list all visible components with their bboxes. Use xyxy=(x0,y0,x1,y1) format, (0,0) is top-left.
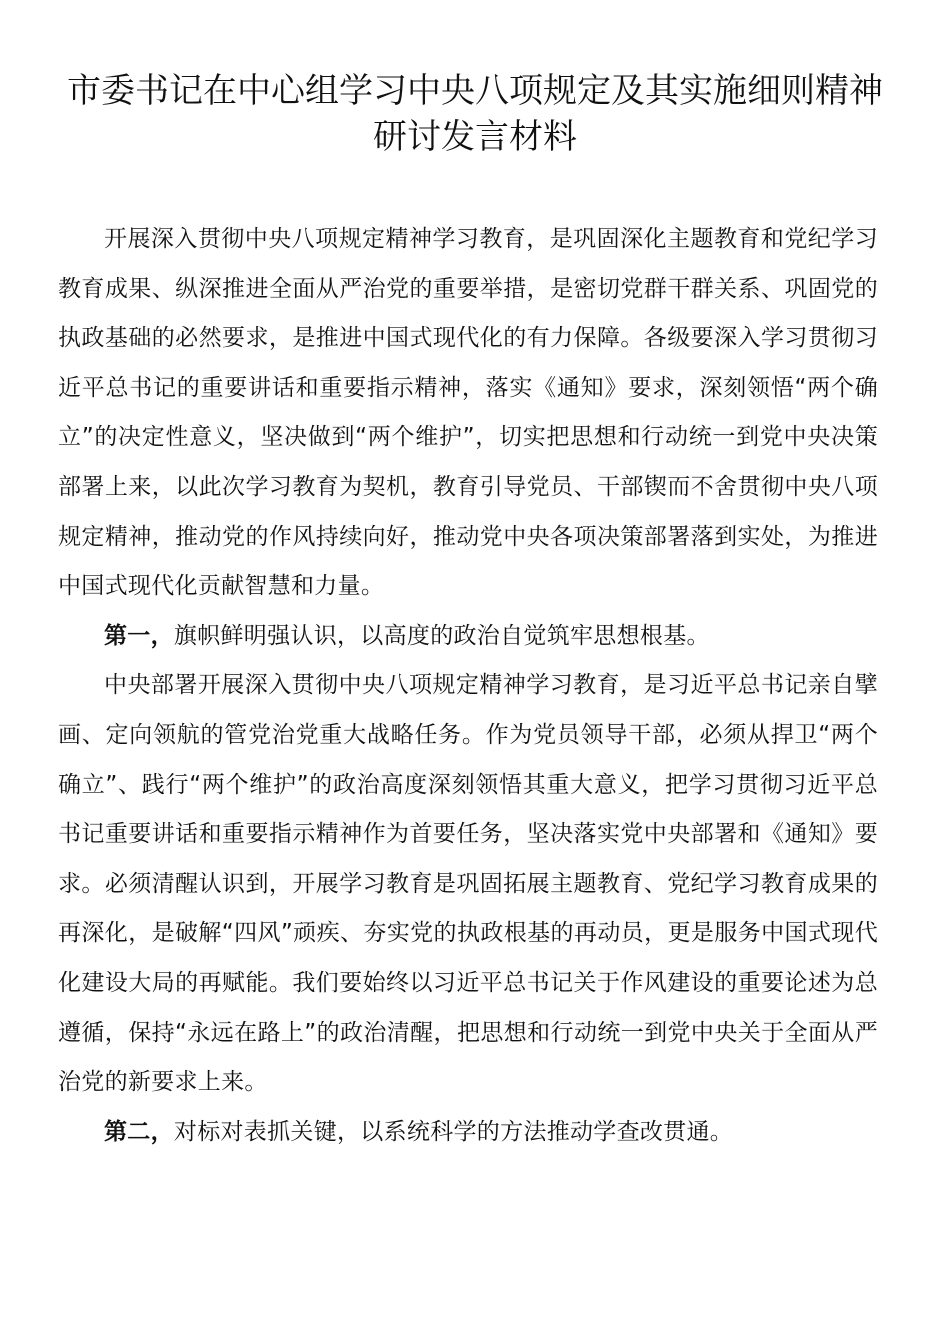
section-heading-1-lead: 第一， xyxy=(104,622,174,649)
section-heading-2-text: 对标对表抓关键，以系统科学的方法推动学查改贯通。 xyxy=(173,1118,734,1145)
document-body xyxy=(58,215,878,1157)
section-heading-1-text: 旗帜鲜明强认识，以高度的政治自觉筑牢思想根基。 xyxy=(173,622,710,649)
section-1-paragraph: 中央部署开展深入贯彻中央八项规定精神学习教育，是习近平总书记亲自擘画、定向领航的管党治党重大战略任务。作为党员领导干部，必须从捍卫“两个确立”、践行“两个维护”的政治高度深刻领悟其重大意义，把学习贯彻习近平总书记重要讲话和重要指示精神作为首要任务，坚决落实党中央部署和《通知》要求。必须清醒认识到，开展学习教育是巩固拓展主题教育、党纪学习教育成果的再深化，是破解“四风”顽疾、夯实党的执政根基的再动员，更是服务中国式现代化建设大局的再赋能。我们要始终以习近平总书记关于作风建设的重要论述为总遵循，保持“永远在路上”的政治清醒，把思想和行动统一到党中央关于全面从严治党的新要求上来。 xyxy=(58,672,878,1096)
intro-paragraph: 开展深入贯彻中央八项规定精神学习教育，是巩固深化主题教育和党纪学习教育成果、纵深推进全面从严治党的重要举措，是密切党群干群关系、巩固党的执政基础的必然要求，是推进中国式现代化的有力保障。各级要深入学习贯彻习近平总书记的重要讲话和重要指示精神，落实《通知》要求，深刻领悟“两个确立”的决定性意义，坚决做到“两个维护”，切实把思想和行动统一到党中央决策部署上来，以此次学习教育为契机，教育引导党员、干部锲而不舍贯彻中央八项规定精神，推动党的作风持续向好，推动党中央各项决策部署落到实处，为推进中国式现代化贡献智慧和力量。 xyxy=(58,226,878,600)
document-title: 市委书记在中心组学习中央八项规定及其实施细则精神研讨发言材料 xyxy=(67,71,883,157)
section-heading-2 xyxy=(58,1108,878,1158)
section-heading-1 xyxy=(58,612,878,662)
section-heading-2-lead: 第二， xyxy=(104,1118,174,1145)
